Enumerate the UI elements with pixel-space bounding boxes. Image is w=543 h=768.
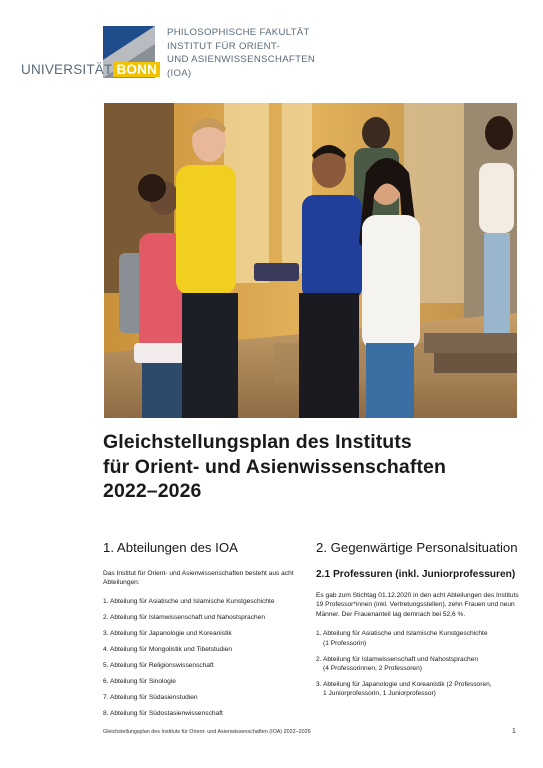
title-line: Gleichstellungsplan des Instituts [103, 431, 412, 453]
list-item-sub: 1 Juniorprofessorin, 1 Juniorprofessor) [323, 690, 436, 698]
list-item-main: 1. Abteilung für Asiatische und Islamische Kunstgeschichte [316, 630, 488, 638]
faculty-block [167, 26, 315, 80]
professorship-list [316, 629, 524, 699]
list-item [316, 629, 524, 648]
list-item: 2. Abteilung für Islamwissenschaft und Nahostsprachen [103, 613, 266, 621]
list-item: 1. Abteilung für Asiatische und Islamische Kunstgeschichte [103, 597, 275, 605]
department-list [103, 597, 308, 718]
title-line: für Orient- und Asienwissenschaften [103, 455, 446, 478]
list-item: 7. Abteilung für Südasienstudien [103, 693, 198, 701]
document-title [103, 430, 446, 504]
section-heading: 2. Gegenwärtige Personalsituation [316, 540, 518, 555]
page-number: 1 [512, 728, 516, 735]
list-item-sub: (1 Professorin) [323, 639, 367, 647]
students-photo-icon [104, 103, 517, 418]
faculty-line: PHILOSOPHISCHE FAKULTÄT [167, 27, 310, 38]
university-name: UNIVERSITÄT [21, 62, 113, 77]
faculty-line: INSTITUT FÜR ORIENT- [167, 40, 280, 52]
section-intro: Das Institut für Orient- und Asienwissenschaften besteht aus acht Abteilungen: [103, 570, 294, 587]
list-item-sub: (4 Professorinnen, 2 Professoren) [323, 665, 422, 673]
list-item: 8. Abteilung für Südostasienwissenschaft [103, 709, 223, 717]
list-item: 3. Abteilung für Japanologie und Koreanistik [103, 629, 232, 637]
list-item [316, 655, 524, 674]
university-city: BONN [113, 62, 160, 77]
section-heading: 1. Abteilungen des IOA [103, 540, 238, 555]
list-item [316, 680, 524, 699]
subsection-heading: 2.1 Professuren (inkl. Juniorprofessuren) [316, 569, 516, 580]
university-wordmark [21, 62, 160, 77]
students-photo: Foto: Volker Lannert/Uni Bonn [104, 103, 517, 418]
faculty-line: (IOA) [167, 67, 192, 79]
list-item-main: 2. Abteilung für Islamwissenschaft und Nahostsprachen [316, 655, 479, 663]
list-item: 5. Abteilung für Religionswissenschaft [103, 661, 214, 669]
list-item: 6. Abteilung für Sinologie [103, 677, 176, 685]
section-departments [103, 540, 308, 725]
list-item: 4. Abteilung für Mongolistik und Tibetstudien [103, 645, 233, 653]
page-footer: Gleichstellungsplan des Instituts für Orient- und Asienwissenschaften (IOA) 2022–2026 [103, 729, 311, 735]
list-item-main: 3. Abteilung für Japanologie und Koreanistik (2 Professoren, [316, 681, 492, 689]
title-line: 2022–2026 [103, 480, 202, 502]
section-personnel [316, 540, 524, 705]
section-paragraph: Es gab zum Stichtag 01.12.2020 in den acht Abteilungen des Instituts 19 Professor*innen (inkl. Vertretungsstellen), zehn Frauen und neun Männer. Der Frauenanteil lag demnach bei 52,6 %. [316, 592, 519, 618]
faculty-line: UND ASIENWISSENSCHAFTEN [167, 54, 316, 66]
